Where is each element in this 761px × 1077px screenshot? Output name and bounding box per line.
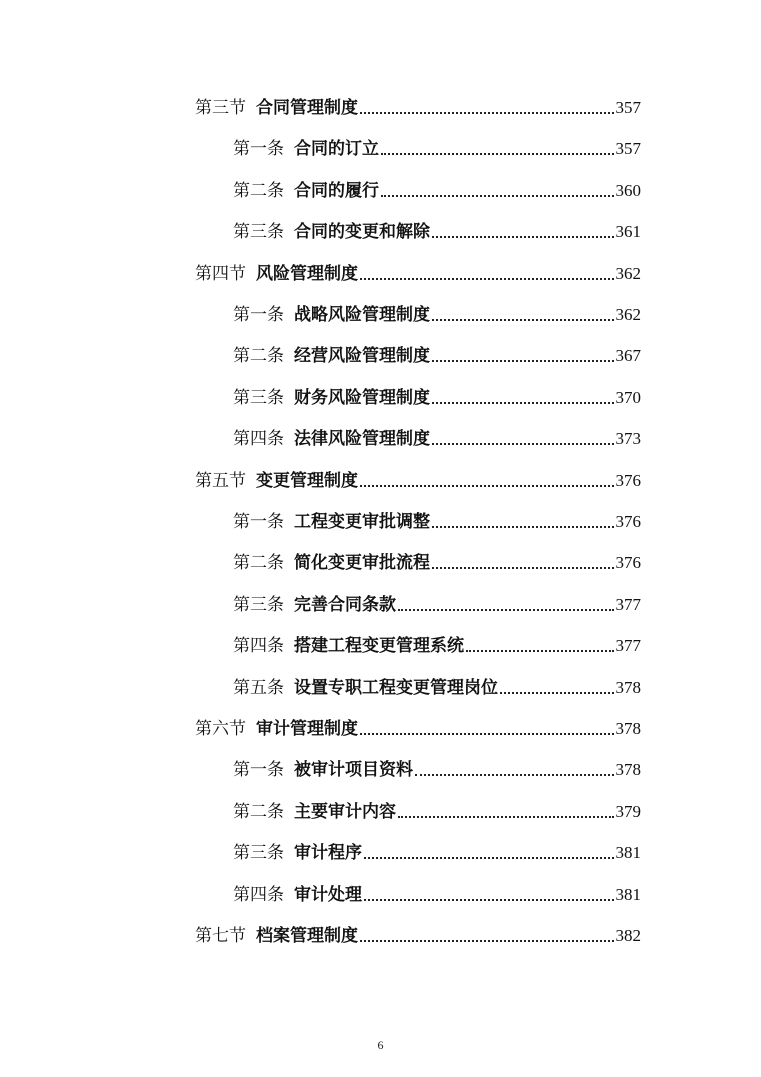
toc-entry-number: 第六节 — [195, 719, 246, 739]
toc-entry-page: 361 — [615, 222, 641, 242]
toc-entry-number: 第一条 — [233, 512, 284, 532]
toc-entry-page: 378 — [615, 677, 641, 697]
dot-leader — [432, 402, 614, 404]
toc-entry-number: 第二条 — [233, 180, 284, 201]
toc-entry[interactable] — [233, 213, 641, 243]
toc-entry-number: 第五节 — [195, 470, 246, 491]
dot-leader — [381, 153, 614, 155]
dot-leader — [360, 940, 614, 942]
toc-entry-number: 第四条 — [233, 884, 284, 905]
toc-entry[interactable] — [233, 586, 641, 616]
toc-entry-page: 381 — [615, 884, 641, 904]
dot-leader — [466, 650, 614, 652]
dot-leader — [432, 443, 614, 445]
toc-entry-title: 审计程序 — [294, 843, 362, 864]
toc-entry-title: 合同的变更和解除 — [294, 222, 430, 243]
toc-entry-number: 第一条 — [233, 305, 284, 325]
toc-entry-number: 第三条 — [233, 843, 284, 864]
toc-entry-number: 第一条 — [233, 139, 284, 160]
toc-entry[interactable] — [233, 627, 641, 657]
toc-entry-title: 简化变更审批流程 — [294, 553, 430, 574]
toc-entry[interactable] — [233, 379, 641, 409]
toc-entry-page: 377 — [615, 594, 641, 614]
dot-leader — [432, 319, 614, 321]
toc-entry-number: 第四节 — [195, 263, 246, 284]
toc-entry-title: 合同的履行 — [294, 180, 379, 201]
toc-entry[interactable] — [195, 255, 641, 285]
toc-entry-number: 第二条 — [233, 801, 284, 822]
toc-entry-title: 审计管理制度 — [256, 719, 358, 739]
toc-entry-page: 379 — [615, 801, 641, 821]
toc-entry-title: 财务风险管理制度 — [294, 387, 430, 408]
toc-entry-number: 第七节 — [195, 926, 246, 946]
dot-leader — [398, 816, 614, 818]
toc-entry-page: 367 — [615, 346, 641, 366]
toc-entry-title: 经营风险管理制度 — [294, 346, 430, 367]
toc-entry-title: 被审计项目资料 — [294, 760, 413, 781]
dot-leader — [360, 112, 614, 114]
dot-leader — [364, 857, 614, 859]
toc-entry[interactable] — [233, 130, 641, 160]
toc-entry-page: 370 — [615, 387, 641, 407]
toc-entry-number: 第四条 — [233, 636, 284, 657]
dot-leader — [415, 774, 614, 776]
toc-entry-page: 377 — [615, 636, 641, 656]
toc-entry-title: 合同的订立 — [294, 139, 379, 160]
toc-entry[interactable] — [233, 751, 641, 781]
toc-entry[interactable] — [233, 793, 641, 823]
toc-entry-title: 风险管理制度 — [256, 263, 358, 284]
dot-leader — [432, 236, 614, 238]
toc-entry-number: 第三条 — [233, 387, 284, 408]
toc-entry-page: 360 — [615, 180, 641, 200]
toc-entry-page: 362 — [615, 263, 641, 283]
dot-leader — [381, 195, 614, 197]
toc-entry[interactable] — [233, 544, 641, 574]
toc-entry-number: 第三条 — [233, 594, 284, 615]
toc-entry-page: 357 — [615, 98, 641, 117]
dot-leader — [360, 278, 614, 280]
toc-entry-number: 第四条 — [233, 429, 284, 450]
toc-entry-page: 378 — [615, 760, 641, 780]
toc-entry-title: 合同管理制度 — [256, 98, 358, 118]
toc-entry-page: 376 — [615, 470, 641, 490]
toc-entry-number: 第一条 — [233, 760, 284, 781]
toc-entry[interactable] — [233, 337, 641, 367]
toc-entry-title: 主要审计内容 — [294, 801, 396, 822]
toc-entry-page: 376 — [615, 512, 641, 531]
toc-entry-number: 第三节 — [195, 98, 246, 118]
toc-entry-title: 档案管理制度 — [256, 926, 358, 946]
dot-leader — [432, 526, 614, 528]
toc-entry[interactable] — [195, 710, 641, 740]
toc-entry-number: 第二条 — [233, 346, 284, 367]
toc-entry-page: 378 — [615, 719, 641, 738]
toc-entry-title: 完善合同条款 — [294, 594, 396, 615]
toc-entry-page: 381 — [615, 843, 641, 863]
page-number: 6 — [377, 1038, 384, 1052]
toc-entry[interactable] — [233, 420, 641, 450]
dot-leader — [500, 692, 614, 694]
toc-entry-page: 373 — [615, 429, 641, 449]
dot-leader — [432, 567, 614, 569]
dot-leader — [364, 899, 614, 901]
toc-entry-title: 变更管理制度 — [256, 470, 358, 491]
toc-entry[interactable] — [195, 89, 641, 119]
toc-entry-title: 审计处理 — [294, 884, 362, 905]
toc-entry[interactable] — [233, 834, 641, 864]
toc-entry[interactable] — [233, 876, 641, 906]
toc-entry-page: 357 — [615, 139, 641, 159]
toc-entry[interactable] — [195, 462, 641, 492]
toc-entry[interactable] — [233, 172, 641, 202]
toc-entry[interactable] — [233, 296, 641, 326]
dot-leader — [398, 609, 614, 611]
toc-entry-number: 第五条 — [233, 677, 284, 698]
toc-entry[interactable] — [195, 917, 641, 947]
toc-entry-title: 工程变更审批调整 — [294, 512, 430, 532]
toc-entry-title: 法律风险管理制度 — [294, 429, 430, 450]
dot-leader — [360, 733, 614, 735]
dot-leader — [360, 485, 614, 487]
toc-entry-page: 362 — [615, 305, 641, 324]
toc-entry-page: 376 — [615, 553, 641, 573]
toc-entry[interactable] — [233, 503, 641, 533]
toc-entry[interactable] — [233, 669, 641, 699]
toc-entry-title: 设置专职工程变更管理岗位 — [294, 677, 498, 698]
toc-entry-page: 382 — [615, 926, 641, 945]
toc-entry-number: 第三条 — [233, 222, 284, 243]
toc-entry-title: 战略风险管理制度 — [294, 305, 430, 325]
toc-entry-title: 搭建工程变更管理系统 — [294, 636, 464, 657]
toc-entry-number: 第二条 — [233, 553, 284, 574]
dot-leader — [432, 360, 614, 362]
